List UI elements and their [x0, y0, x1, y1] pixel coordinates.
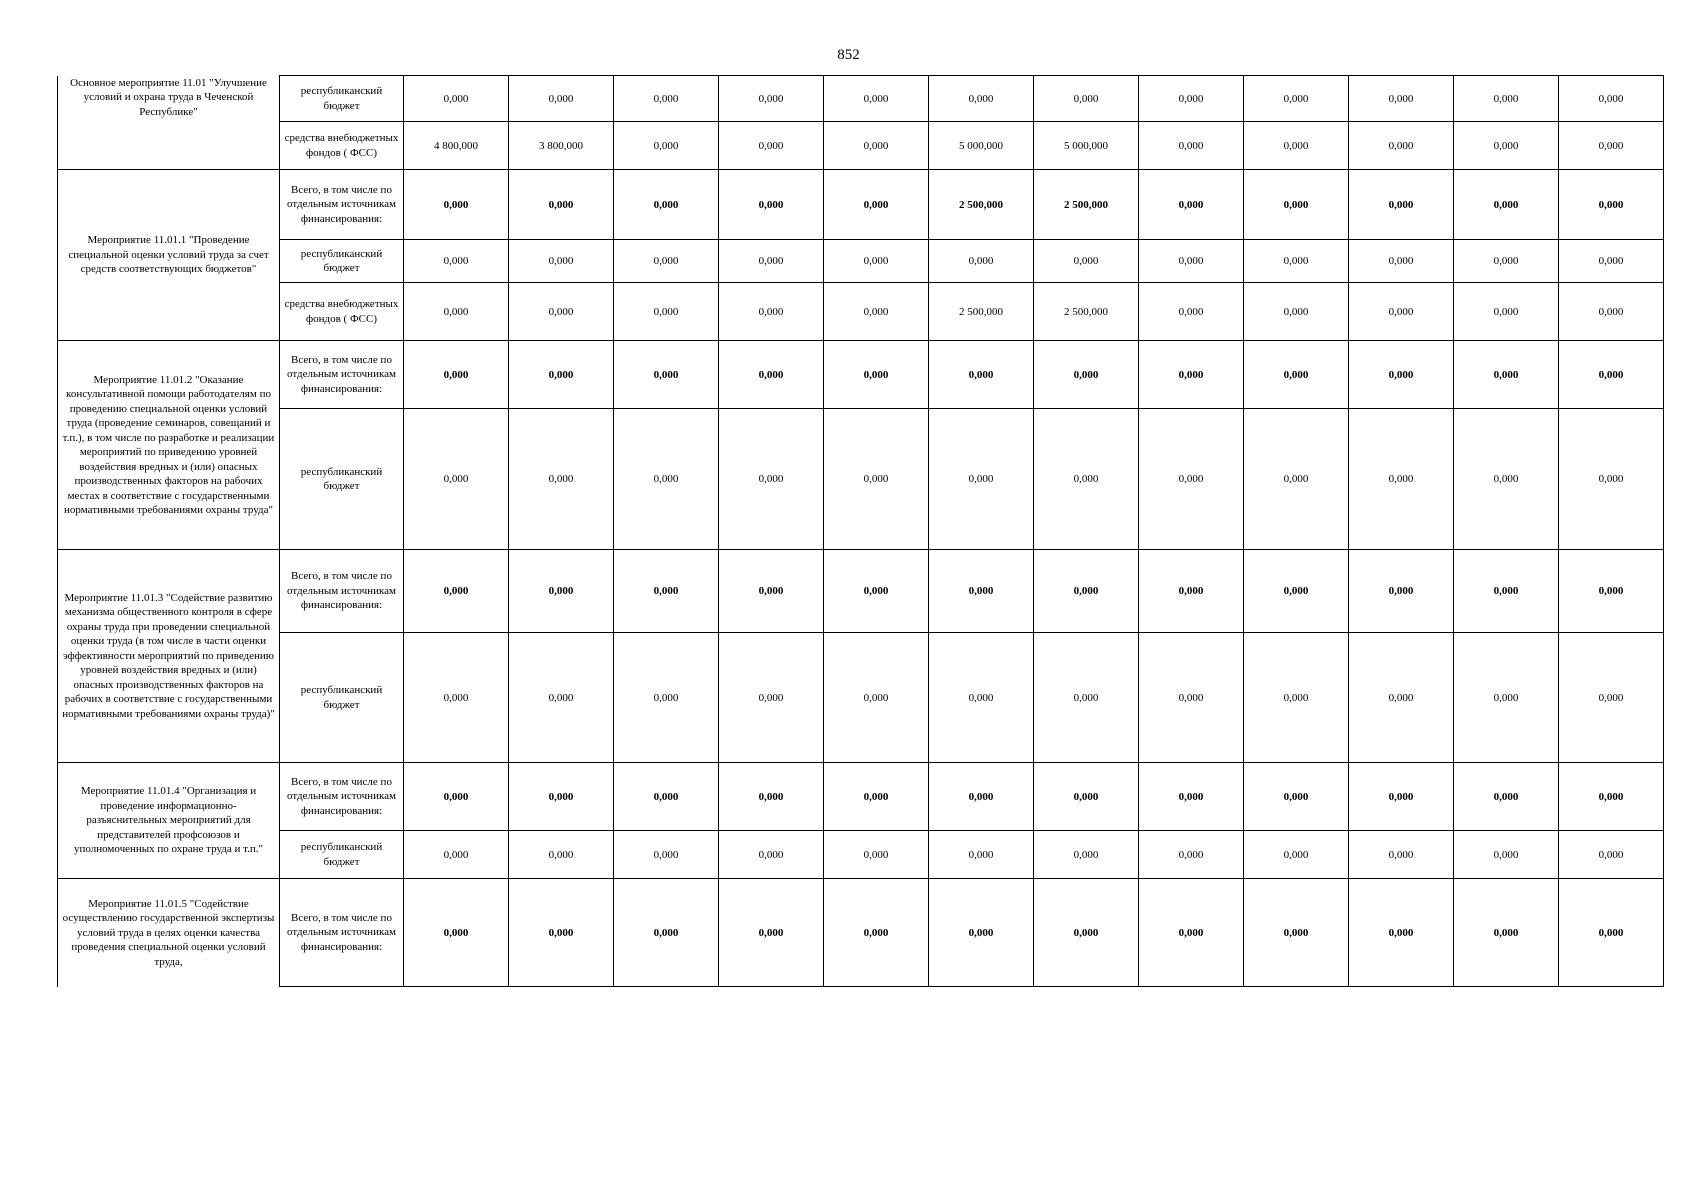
table-row: [58, 763, 1664, 831]
value-cell: 0,000: [1559, 341, 1664, 409]
value-cell: 0,000: [1034, 763, 1139, 831]
value-cell: 0,000: [719, 122, 824, 170]
value-cell: 0,000: [1559, 879, 1664, 987]
table-row: [58, 170, 1664, 240]
value-cell: 0,000: [824, 550, 929, 633]
event-description: Мероприятие 11.01.5 "Содействие осуществлению государственной экспертизы условий труда в целях оценки качества проведения специальной оценки условий труда,: [58, 879, 280, 987]
value-cell: 0,000: [509, 76, 614, 122]
funding-source: республиканский бюджет: [280, 409, 404, 550]
value-cell: 0,000: [1559, 76, 1664, 122]
event-description: Мероприятие 11.01.1 "Проведение специальной оценки условий труда за счет средств соответствующих бюджетов": [58, 170, 280, 341]
value-cell: 0,000: [1559, 122, 1664, 170]
table-row: [58, 633, 1664, 763]
value-cell: 0,000: [929, 831, 1034, 879]
value-cell: 0,000: [1559, 763, 1664, 831]
value-cell: 0,000: [404, 76, 509, 122]
value-cell: 0,000: [404, 409, 509, 550]
value-cell: 0,000: [824, 831, 929, 879]
value-cell: 0,000: [1349, 633, 1454, 763]
funding-source: Всего, в том числе по отдельным источникам финансирования:: [280, 341, 404, 409]
value-cell: 0,000: [614, 550, 719, 633]
value-cell: 0,000: [1034, 240, 1139, 283]
value-cell: 0,000: [719, 170, 824, 240]
value-cell: 0,000: [509, 170, 614, 240]
value-cell: 0,000: [824, 170, 929, 240]
value-cell: 0,000: [404, 763, 509, 831]
value-cell: 0,000: [1559, 550, 1664, 633]
funding-source: республиканский бюджет: [280, 831, 404, 879]
value-cell: 0,000: [404, 240, 509, 283]
value-cell: 0,000: [614, 240, 719, 283]
value-cell: 0,000: [1559, 283, 1664, 341]
event-description: Мероприятие 11.01.3 "Содействие развитию механизма общественного контроля в сфере охраны труда при проведении специальной оценки труда (в том числе в части оценки эффективности мероприятий по приведению уровней воздействия вредных и (или) опасных производственных факторов на рабочих в соответствие с государственными нормативными требованиями охраны труда)": [58, 550, 280, 763]
value-cell: 0,000: [614, 633, 719, 763]
value-cell: 0,000: [1139, 409, 1244, 550]
value-cell: 0,000: [1559, 240, 1664, 283]
value-cell: 0,000: [1244, 550, 1349, 633]
value-cell: 0,000: [509, 633, 614, 763]
value-cell: 0,000: [509, 409, 614, 550]
value-cell: 0,000: [1349, 879, 1454, 987]
value-cell: 5 000,000: [929, 122, 1034, 170]
value-cell: 0,000: [1349, 763, 1454, 831]
table-row: [58, 122, 1664, 170]
value-cell: 0,000: [404, 550, 509, 633]
value-cell: 2 500,000: [1034, 170, 1139, 240]
value-cell: 0,000: [824, 341, 929, 409]
funding-source: Всего, в том числе по отдельным источникам финансирования:: [280, 763, 404, 831]
value-cell: 0,000: [1349, 409, 1454, 550]
value-cell: 0,000: [1034, 831, 1139, 879]
value-cell: 0,000: [719, 76, 824, 122]
event-description: Мероприятие 11.01.2 "Оказание консультативной помощи работодателям по проведению специальной оценки условий труда (проведение семинаров, совещаний и т.п.), в том числе по разработке и реализации мероприятий по приведению уровней воздействия вредных и (или) опасных производственных факторов на рабочих местах в соответствие с государственными нормативными требованиями охраны труда": [58, 341, 280, 550]
value-cell: 0,000: [824, 409, 929, 550]
value-cell: 0,000: [1454, 879, 1559, 987]
value-cell: 0,000: [1244, 409, 1349, 550]
value-cell: 0,000: [1349, 122, 1454, 170]
value-cell: 0,000: [1139, 76, 1244, 122]
value-cell: 5 000,000: [1034, 122, 1139, 170]
funding-source: Всего, в том числе по отдельным источникам финансирования:: [280, 879, 404, 987]
value-cell: 2 500,000: [929, 170, 1034, 240]
value-cell: 0,000: [1349, 341, 1454, 409]
value-cell: 0,000: [1454, 763, 1559, 831]
value-cell: 0,000: [614, 409, 719, 550]
financing-table-container: [57, 75, 1653, 987]
funding-source: республиканский бюджет: [280, 633, 404, 763]
value-cell: 0,000: [509, 240, 614, 283]
value-cell: 0,000: [1454, 240, 1559, 283]
value-cell: 0,000: [614, 879, 719, 987]
value-cell: 0,000: [1139, 170, 1244, 240]
value-cell: 0,000: [1139, 633, 1244, 763]
value-cell: 0,000: [929, 240, 1034, 283]
table-row: [58, 409, 1664, 550]
value-cell: 0,000: [1454, 550, 1559, 633]
value-cell: 0,000: [404, 831, 509, 879]
funding-source: республиканский бюджет: [280, 240, 404, 283]
value-cell: 0,000: [614, 341, 719, 409]
value-cell: 0,000: [614, 831, 719, 879]
event-description: Мероприятие 11.01.4 "Организация и проведение информационно-разъяснительных мероприятий для представителей профсоюзов и уполномоченных по охране труда и т.п.": [58, 763, 280, 879]
table-row: [58, 831, 1664, 879]
value-cell: 0,000: [1244, 170, 1349, 240]
value-cell: 0,000: [509, 879, 614, 987]
value-cell: 0,000: [1244, 283, 1349, 341]
value-cell: 0,000: [1139, 763, 1244, 831]
value-cell: 0,000: [404, 341, 509, 409]
value-cell: 0,000: [509, 831, 614, 879]
event-description: Основное мероприятие 11.01 "Улучшение условий и охрана труда в Чеченской Республике": [58, 76, 280, 170]
value-cell: 0,000: [1034, 76, 1139, 122]
value-cell: 0,000: [1349, 170, 1454, 240]
value-cell: 0,000: [509, 283, 614, 341]
value-cell: 0,000: [1034, 633, 1139, 763]
table-row: [58, 341, 1664, 409]
table-row: [58, 240, 1664, 283]
table-row: [58, 76, 1664, 122]
value-cell: 0,000: [509, 550, 614, 633]
funding-source: республиканский бюджет: [280, 76, 404, 122]
table-row: [58, 283, 1664, 341]
value-cell: 0,000: [824, 76, 929, 122]
value-cell: 0,000: [509, 341, 614, 409]
value-cell: 0,000: [929, 879, 1034, 987]
value-cell: 0,000: [824, 283, 929, 341]
value-cell: 0,000: [719, 831, 824, 879]
value-cell: 0,000: [1244, 341, 1349, 409]
value-cell: 0,000: [1244, 122, 1349, 170]
value-cell: 0,000: [1454, 76, 1559, 122]
value-cell: 0,000: [614, 76, 719, 122]
funding-source: Всего, в том числе по отдельным источникам финансирования:: [280, 170, 404, 240]
value-cell: 0,000: [1454, 633, 1559, 763]
value-cell: 0,000: [1559, 633, 1664, 763]
value-cell: 0,000: [1139, 283, 1244, 341]
value-cell: 0,000: [1349, 240, 1454, 283]
value-cell: 0,000: [1034, 409, 1139, 550]
table-row: [58, 550, 1664, 633]
value-cell: 0,000: [1034, 550, 1139, 633]
value-cell: 0,000: [1454, 409, 1559, 550]
value-cell: 0,000: [824, 879, 929, 987]
value-cell: 0,000: [1559, 170, 1664, 240]
value-cell: 0,000: [719, 633, 824, 763]
value-cell: 0,000: [1454, 283, 1559, 341]
value-cell: 0,000: [1349, 283, 1454, 341]
value-cell: 0,000: [1454, 122, 1559, 170]
table-row: [58, 879, 1664, 987]
value-cell: 0,000: [404, 879, 509, 987]
value-cell: 0,000: [1559, 831, 1664, 879]
value-cell: 0,000: [929, 633, 1034, 763]
value-cell: 0,000: [1034, 879, 1139, 987]
value-cell: 0,000: [1559, 409, 1664, 550]
value-cell: 0,000: [719, 879, 824, 987]
value-cell: 0,000: [1139, 831, 1244, 879]
value-cell: 0,000: [509, 763, 614, 831]
funding-source: средства внебюджетных фондов ( ФСС): [280, 122, 404, 170]
value-cell: 0,000: [1349, 76, 1454, 122]
value-cell: 4 800,000: [404, 122, 509, 170]
value-cell: 0,000: [719, 283, 824, 341]
value-cell: 0,000: [824, 122, 929, 170]
funding-source: средства внебюджетных фондов ( ФСС): [280, 283, 404, 341]
value-cell: 0,000: [929, 550, 1034, 633]
value-cell: 0,000: [1349, 550, 1454, 633]
value-cell: 0,000: [1244, 879, 1349, 987]
value-cell: 0,000: [614, 122, 719, 170]
value-cell: 0,000: [1139, 122, 1244, 170]
value-cell: 0,000: [404, 633, 509, 763]
value-cell: 0,000: [1454, 831, 1559, 879]
value-cell: 0,000: [1139, 550, 1244, 633]
value-cell: 0,000: [1244, 633, 1349, 763]
value-cell: 0,000: [719, 409, 824, 550]
value-cell: 0,000: [1244, 76, 1349, 122]
value-cell: 0,000: [1454, 170, 1559, 240]
value-cell: 0,000: [1034, 341, 1139, 409]
page-number: 852: [837, 47, 860, 63]
value-cell: 0,000: [1139, 341, 1244, 409]
value-cell: 2 500,000: [1034, 283, 1139, 341]
value-cell: 0,000: [824, 763, 929, 831]
value-cell: 0,000: [719, 550, 824, 633]
value-cell: 2 500,000: [929, 283, 1034, 341]
value-cell: 0,000: [1244, 763, 1349, 831]
value-cell: 0,000: [824, 633, 929, 763]
value-cell: 0,000: [614, 283, 719, 341]
value-cell: 0,000: [719, 240, 824, 283]
value-cell: 0,000: [1139, 879, 1244, 987]
value-cell: 0,000: [404, 170, 509, 240]
value-cell: 0,000: [929, 341, 1034, 409]
value-cell: 0,000: [929, 763, 1034, 831]
value-cell: 0,000: [719, 763, 824, 831]
value-cell: 0,000: [1349, 831, 1454, 879]
value-cell: 0,000: [614, 763, 719, 831]
financing-table: [57, 75, 1664, 987]
value-cell: 0,000: [929, 76, 1034, 122]
funding-source: Всего, в том числе по отдельным источникам финансирования:: [280, 550, 404, 633]
value-cell: 0,000: [1454, 341, 1559, 409]
value-cell: 0,000: [719, 341, 824, 409]
value-cell: 0,000: [404, 283, 509, 341]
value-cell: 0,000: [824, 240, 929, 283]
value-cell: 0,000: [1244, 831, 1349, 879]
value-cell: 0,000: [929, 409, 1034, 550]
value-cell: 0,000: [614, 170, 719, 240]
value-cell: 0,000: [1139, 240, 1244, 283]
value-cell: 3 800,000: [509, 122, 614, 170]
value-cell: 0,000: [1244, 240, 1349, 283]
